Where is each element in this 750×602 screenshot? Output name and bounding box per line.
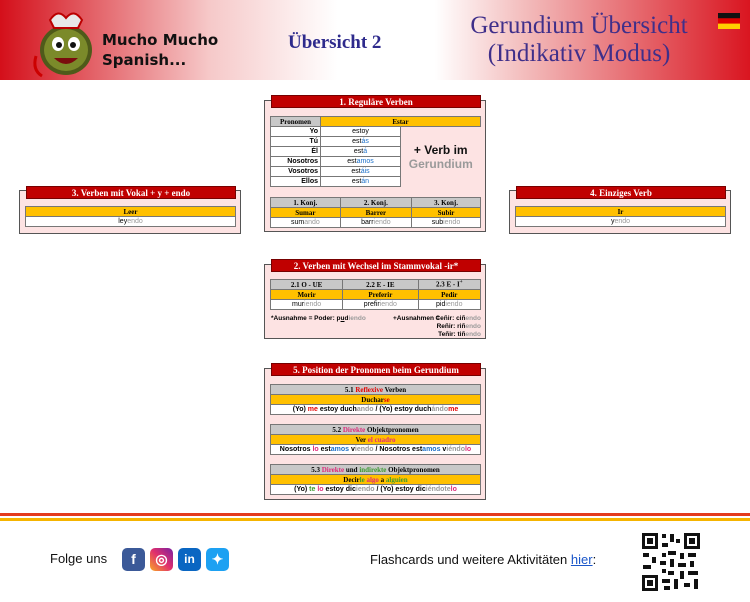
twitter-icon[interactable]: ✦ <box>206 548 229 571</box>
indirect-object-example: (Yo) te lo estoy diciendo / (Yo) estoy diciéndotelo <box>271 485 481 495</box>
brand-name <box>102 30 218 70</box>
stem-verb: Morir <box>271 290 343 300</box>
stem-verb: Preferir <box>343 290 418 300</box>
conjugation: estáis <box>321 167 401 177</box>
conj-head: 3. Konj. <box>412 198 481 208</box>
section-vowel-y-verbs <box>19 190 241 234</box>
german-flag-icon <box>718 13 740 29</box>
indirect-object-verb: Decirle algo a alguien <box>271 475 481 485</box>
ceñir-exceptions: Ceñir: ciñendo Reñir: riñendo Teñir: tiñendo <box>435 315 481 338</box>
olive-mascot-logo <box>28 6 100 78</box>
reflexive-head: 5.1 Reflexive Verben <box>271 385 481 395</box>
brand-line-2: Spanish... <box>102 51 187 69</box>
gerund-form: leyendo <box>26 217 236 227</box>
section-single-verb <box>509 190 731 234</box>
brand-line-1: Mucho Mucho <box>102 31 219 49</box>
verb-leer: Leer <box>26 207 236 217</box>
pronoun: Él <box>271 147 321 157</box>
gerund-form: barriendo <box>340 218 411 228</box>
flashcards-text: Flashcards und weitere Aktivitäten hier: <box>370 552 597 567</box>
conjugation: están <box>321 177 401 187</box>
facebook-icon[interactable]: f <box>122 548 145 571</box>
conj-verb: Subir <box>412 208 481 218</box>
section-5-title: 5. Position der Pronomen beim Gerundium <box>271 363 481 376</box>
page-title <box>420 12 738 68</box>
conjugation: está <box>321 147 401 157</box>
gerund-form: pidiendo <box>418 300 481 310</box>
conjugation-groups-table <box>270 197 481 228</box>
poder-exception-note: *Ausnahme = Poder: pudiendo <box>271 315 366 322</box>
stem-verb: Pedir <box>418 290 481 300</box>
direct-object-verb: Ver el cuadro <box>271 435 481 445</box>
section-4-title: 4. Einziges Verb <box>516 186 726 199</box>
conjugation: estás <box>321 137 401 147</box>
plus-gerund-note: + Verb im Gerundium <box>408 142 473 171</box>
stem-head: 2.1 O - UE <box>271 280 343 290</box>
pronoun: Vosotros <box>271 167 321 177</box>
reflexive-example: (Yo) me estoy duchando / (Yo) estoy duchándome <box>271 405 481 415</box>
direct-object-table <box>270 424 481 455</box>
section-2-title: 2. Verben mit Wechsel im Stammvokal -ir* <box>271 259 481 272</box>
estar-table <box>270 116 481 187</box>
gerund-form: sumando <box>271 218 341 228</box>
gerund-form: yendo <box>516 217 726 227</box>
linkedin-icon[interactable]: in <box>178 548 201 571</box>
ir-table <box>515 206 726 227</box>
verb-ir: Ir <box>516 207 726 217</box>
footer-divider-red <box>0 513 750 516</box>
page-subtitle: Übersicht 2 <box>288 32 382 53</box>
leer-table <box>25 206 236 227</box>
direct-object-head: 5.2 Direkte Objektpronomen <box>271 425 481 435</box>
indirect-object-head: 5.3 Direkte und indirekte Objektpronomen <box>271 465 481 475</box>
section-pronoun-position <box>264 365 486 500</box>
stem-change-table <box>270 279 481 310</box>
conj-verb: Sumar <box>271 208 341 218</box>
instagram-icon[interactable]: ◎ <box>150 548 173 571</box>
gerund-form: prefiriendo <box>343 300 418 310</box>
conj-verb: Barrer <box>340 208 411 218</box>
title-line-2: (Indikativ Modus) <box>487 40 671 67</box>
reflexive-table <box>270 384 481 415</box>
conjugation: estamos <box>321 157 401 167</box>
gerund-form: muriendo <box>271 300 343 310</box>
stem-head: 2.3 E - I+ <box>418 280 481 290</box>
pronoun: Tú <box>271 137 321 147</box>
col-pronomen: Pronomen <box>271 117 321 127</box>
title-line-1: Gerundium Übersicht <box>470 12 688 39</box>
pronoun: Yo <box>271 127 321 137</box>
direct-object-example: Nosotros lo estamos viendo / Nosotros estamos viéndolo <box>271 445 481 455</box>
section-3-title: 3. Verben mit Vokal + y + endo <box>26 186 236 199</box>
conj-head: 1. Konj. <box>271 198 341 208</box>
section-regular-verbs <box>264 97 486 232</box>
stem-head: 2.2 E - IE <box>343 280 418 290</box>
conj-head: 2. Konj. <box>340 198 411 208</box>
pronoun: Ellos <box>271 177 321 187</box>
section-stem-change-verbs <box>264 261 486 339</box>
conjugation: estoy <box>321 127 401 137</box>
follow-us-label: Folge uns <box>50 551 108 566</box>
table-row <box>271 127 481 137</box>
pronoun: Nosotros <box>271 157 321 167</box>
section-1-title: 1. Reguläre Verben <box>271 95 481 108</box>
exceptions-label: +Ausnahmen = <box>393 315 440 322</box>
flashcards-link[interactable]: hier <box>570 552 593 567</box>
col-estar: Estar <box>321 117 481 127</box>
indirect-object-table <box>270 464 481 495</box>
gerund-form: subiendo <box>412 218 481 228</box>
reflexive-verb: Ducharse <box>271 395 481 405</box>
footer-divider-yellow <box>0 518 750 521</box>
qr-code-icon[interactable] <box>640 531 702 593</box>
